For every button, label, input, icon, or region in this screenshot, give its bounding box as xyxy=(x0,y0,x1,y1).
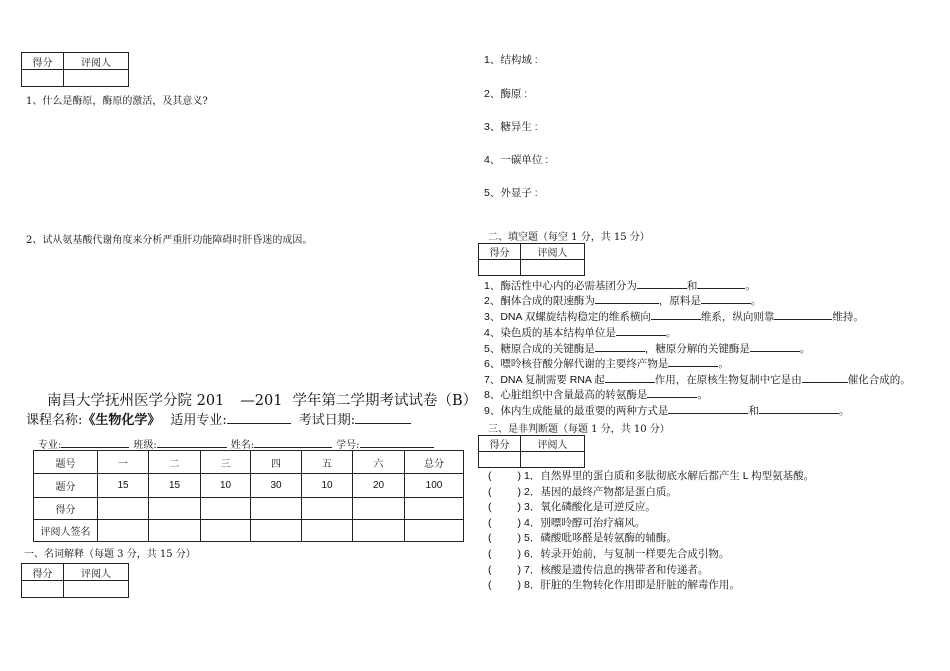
tf-item xyxy=(488,546,814,562)
fill-1 xyxy=(484,278,756,293)
course-label: 课程名称: xyxy=(26,413,83,428)
grader-label: 评阅人 xyxy=(64,53,129,70)
info-name-blank[interactable] xyxy=(254,437,332,448)
cell[interactable] xyxy=(251,498,302,520)
score-box-truefalse xyxy=(478,435,585,468)
fill-7 xyxy=(484,372,911,387)
grader-label: 评阅人 xyxy=(64,564,129,581)
score-cell[interactable] xyxy=(22,70,64,87)
paren-open: ( xyxy=(488,547,492,560)
date-label: 考试日期: xyxy=(298,413,356,428)
fill-text: 。 xyxy=(665,327,677,339)
fill-text: 8、心脏组织中含量最高的转氨酶是 xyxy=(484,389,648,401)
term-4: 4、一碳单位 : xyxy=(484,154,549,166)
paren-open: ( xyxy=(488,516,492,529)
cell: 得分 xyxy=(34,498,98,520)
fill-text: 和 xyxy=(748,405,759,417)
score-cell[interactable] xyxy=(479,452,521,468)
fill-text: 。 xyxy=(718,358,729,370)
fill-text: 。 xyxy=(799,343,811,355)
question-2: 2、试从氨基酸代谢角度来分析严重肝功能障碍时肝昏迷的成因。 xyxy=(26,235,313,246)
date-blank[interactable] xyxy=(355,413,411,424)
question-1: 1、什么是酶原，酶原的激活，及其意义? xyxy=(26,96,208,107)
score-label: 得分 xyxy=(479,244,521,260)
info-name-label: 姓名: xyxy=(230,440,255,451)
cell: 六 xyxy=(353,451,405,474)
score-box-top-left xyxy=(21,52,129,87)
paren-close: ) xyxy=(517,516,521,529)
cell: 四 xyxy=(251,451,302,474)
info-major-blank[interactable] xyxy=(61,437,129,448)
cell: 总分 xyxy=(405,451,464,474)
fill-text: 和 xyxy=(686,280,698,292)
cell[interactable] xyxy=(201,498,251,520)
major-label: 适用专业: xyxy=(170,413,227,428)
cell: 100 xyxy=(405,474,464,498)
score-cell[interactable] xyxy=(22,581,64,598)
major-blank[interactable] xyxy=(227,413,291,424)
fill-text: 6、嘌呤核苷酸分解代谢的主要终产物是 xyxy=(484,358,669,370)
paren-open: ( xyxy=(488,563,492,576)
section-3-title: 三、是非判断题（每题 1 分，共 10 分） xyxy=(488,424,670,435)
paren-close: ) xyxy=(517,532,521,545)
answer-blank[interactable] xyxy=(595,293,659,304)
title-part-c: 学年第二学期考试试卷（B） xyxy=(292,393,478,409)
tf-statement: 7．核酸是遗传信息的携带者和传递者。 xyxy=(524,563,709,576)
fill-text: 作用，在原核生物复制中它是由 xyxy=(654,374,802,386)
fill-3 xyxy=(484,309,864,324)
answer-blank[interactable] xyxy=(750,341,800,352)
answer-blank[interactable] xyxy=(668,356,718,367)
tf-statement: 6．转录开始前，与复制一样要先合成引物。 xyxy=(524,547,730,560)
title-part-b: —201 xyxy=(240,393,283,409)
cell[interactable] xyxy=(251,520,302,542)
cell: 15 xyxy=(98,474,149,498)
term-2: 2、酶原 : xyxy=(484,88,528,100)
paren-open: ( xyxy=(488,470,492,482)
exam-title xyxy=(47,389,477,410)
paren-open: ( xyxy=(488,532,492,545)
fill-text: 7、DNA 复制需要 RNA 起 xyxy=(484,374,605,386)
title-part-a: 南昌大学抚州医学分院 201 xyxy=(47,393,225,409)
cell: 题号 xyxy=(34,451,98,474)
paren-open: ( xyxy=(488,579,492,592)
fill-text: 5、糖原合成的关键酶是 xyxy=(484,343,595,355)
info-major-label: 专业: xyxy=(38,440,62,451)
tf-item xyxy=(488,484,814,500)
answer-blank[interactable] xyxy=(651,309,701,320)
fill-text: 。 xyxy=(838,405,850,417)
fill-text: 。 xyxy=(697,389,708,401)
fill-text: 维持。 xyxy=(832,311,864,323)
fill-5 xyxy=(484,341,810,356)
section-2-title: 二、填空题（每空 1 分，共 15 分） xyxy=(488,232,650,243)
tf-statement: 8．肝脏的生物转化作用即是肝脏的解毒作用。 xyxy=(524,579,740,592)
term-1: 1、结构域 : xyxy=(484,54,538,66)
cell[interactable] xyxy=(149,520,201,542)
grader-cell[interactable] xyxy=(521,260,585,276)
student-info-line xyxy=(38,436,434,451)
paren-close: ) xyxy=(517,563,521,576)
paren-close: ) xyxy=(517,547,521,560)
answer-blank[interactable] xyxy=(637,278,687,289)
answer-blank[interactable] xyxy=(701,293,751,304)
tf-statement: 2．基因的最终产物都是蛋白质。 xyxy=(524,485,677,498)
fill-text: 。 xyxy=(750,295,762,307)
answer-blank[interactable] xyxy=(595,341,645,352)
cell: 二 xyxy=(149,451,201,474)
fill-text: 催化合成的。 xyxy=(847,374,911,386)
info-id-label: 学号: xyxy=(336,440,360,451)
cell: 20 xyxy=(353,474,405,498)
paren-close: ) xyxy=(517,501,521,514)
grader-label: 评阅人 xyxy=(521,436,585,452)
cell: 一 xyxy=(98,451,149,474)
tf-statement: 4．别嘌呤醇可治疗痛风。 xyxy=(524,516,646,529)
fill-text: 1、酶活性中心内的必需基团分为 xyxy=(484,280,637,292)
tf-statement: 3．氧化磷酸化是可逆反应。 xyxy=(524,501,656,514)
cell: 10 xyxy=(302,474,353,498)
cell[interactable] xyxy=(302,520,353,542)
cell: 15 xyxy=(149,474,201,498)
term-5: 5、外显子 : xyxy=(484,187,538,199)
fill-text: 。 xyxy=(745,280,756,292)
fill-8 xyxy=(484,387,708,402)
fill-9 xyxy=(484,403,849,418)
fill-text: 9、体内生成能量的最重要的两种方式是 xyxy=(484,405,669,417)
cell[interactable] xyxy=(98,498,149,520)
tf-item xyxy=(488,468,814,484)
fill-text: ，糖原分解的关键酶是 xyxy=(644,343,750,355)
tf-item xyxy=(488,577,814,593)
answer-blank[interactable] xyxy=(616,325,666,336)
fill-text: 4、染色质的基本结构单位是 xyxy=(484,327,616,339)
fill-text: 维系，纵向则靠 xyxy=(700,311,775,323)
cell: 30 xyxy=(251,474,302,498)
paren-close: ) xyxy=(517,485,521,498)
tf-statement: 5．磷酸吡哆醛是转氨酶的辅酶。 xyxy=(524,532,677,545)
answer-blank[interactable] xyxy=(697,278,745,289)
section-1-title: 一、名词解释（每题 3 分，共 15 分） xyxy=(24,549,196,560)
cell[interactable] xyxy=(405,520,464,542)
score-label: 得分 xyxy=(22,53,64,70)
tf-statement: 1．自然界里的蛋白质和多肽彻底水解后都产生 L 构型氨基酸。 xyxy=(524,470,815,482)
fill-text: 3、DNA 双螺旋结构稳定的维系横向 xyxy=(484,311,651,323)
answer-blank[interactable] xyxy=(759,403,839,414)
cell: 10 xyxy=(201,474,251,498)
cell: 五 xyxy=(302,451,353,474)
answer-blank[interactable] xyxy=(605,372,655,383)
fill-4 xyxy=(484,325,676,340)
term-3: 3、糖异生 : xyxy=(484,121,538,133)
cell[interactable] xyxy=(201,520,251,542)
answer-blank[interactable] xyxy=(774,309,832,320)
cell[interactable] xyxy=(353,498,405,520)
course-line xyxy=(26,409,411,428)
score-box-bottom-left xyxy=(21,563,129,598)
answer-blank[interactable] xyxy=(647,387,697,398)
cell[interactable] xyxy=(353,520,405,542)
cell[interactable] xyxy=(302,498,353,520)
fill-2 xyxy=(484,293,761,308)
answer-blank[interactable] xyxy=(668,403,748,414)
grader-cell[interactable] xyxy=(64,70,129,87)
paren-close: ) xyxy=(517,470,521,482)
fill-text: 2、酮体合成的限速酶为 xyxy=(484,295,595,307)
tf-item xyxy=(488,515,814,531)
tf-item xyxy=(488,499,814,515)
grader-label: 评阅人 xyxy=(521,244,585,260)
score-box-fill xyxy=(478,243,585,276)
grader-cell[interactable] xyxy=(64,581,129,598)
fill-6 xyxy=(484,356,729,371)
cell[interactable] xyxy=(405,498,464,520)
score-label: 得分 xyxy=(479,436,521,452)
paren-close: ) xyxy=(517,579,521,592)
cell[interactable] xyxy=(149,498,201,520)
cell: 评阅人签名 xyxy=(34,520,98,542)
tf-item xyxy=(488,530,814,546)
course-name: 《生物化学》 xyxy=(82,412,161,427)
info-class-blank[interactable] xyxy=(157,437,227,448)
score-label: 得分 xyxy=(22,564,64,581)
paren-open: ( xyxy=(488,501,492,514)
cell[interactable] xyxy=(98,520,149,542)
cell: 题分 xyxy=(34,474,98,498)
answer-blank[interactable] xyxy=(802,372,848,383)
info-class-label: 班级: xyxy=(133,440,157,451)
paren-open: ( xyxy=(488,485,492,498)
tf-item xyxy=(488,562,814,578)
cell: 三 xyxy=(201,451,251,474)
true-false-list xyxy=(488,468,814,593)
fill-text: ，原料是 xyxy=(658,295,701,307)
info-id-blank[interactable] xyxy=(360,437,434,448)
grader-cell[interactable] xyxy=(521,452,585,468)
score-cell[interactable] xyxy=(479,260,521,276)
score-table xyxy=(33,450,464,542)
